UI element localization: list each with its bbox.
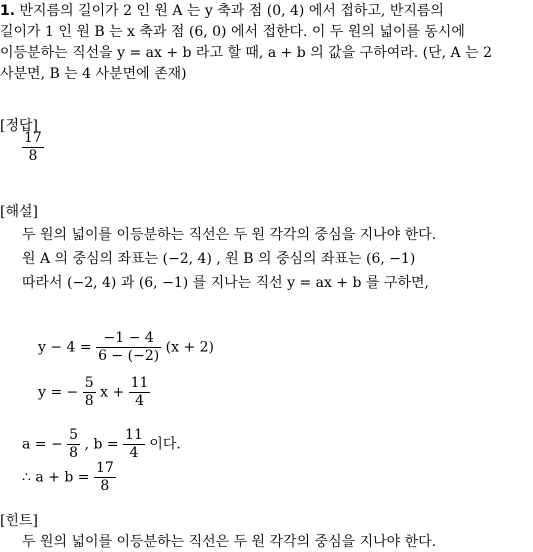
eq3-b: , b =	[84, 436, 119, 453]
problem-line-1	[0, 1, 444, 21]
solution-line-3: 따라서 (−2, 4) 과 (6, −1) 를 지나는 직선 y = ax + b 를 구하면,	[22, 275, 429, 291]
answer-heading: [정답]	[0, 118, 38, 134]
eq3-fraction-1-denominator: 8	[69, 445, 79, 461]
hint-line-1: 두 원의 넓이를 이등분하는 직선은 두 원 각각의 중심을 지나야 한다.	[22, 534, 437, 550]
eq1-lhs: y − 4 =	[38, 339, 92, 356]
eq2-fraction-2-denominator: 4	[135, 393, 145, 409]
answer-fraction	[22, 130, 44, 165]
eq1-tail: (x + 2)	[165, 339, 215, 356]
answer-numerator: 17	[24, 130, 42, 146]
equation-4	[22, 460, 116, 495]
answer-denominator: 8	[28, 148, 38, 164]
equation-2	[38, 375, 150, 410]
eq1-numerator: −1 − 4	[96, 330, 161, 348]
eq4-denominator: 8	[100, 478, 110, 494]
eq4-numerator: 17	[95, 460, 114, 476]
eq3-fraction-1-numerator: 5	[69, 427, 79, 443]
eq1-denominator: 6 − (−2)	[98, 348, 160, 364]
problem-line-3: 이등분하는 직선을 y = ax + b 라고 할 때, a + b 의 값을 구하여라. (단, A 는 2	[0, 45, 492, 61]
problem-text-1: 반지름의 길이가 2 인 원 A 는 y 축과 점 (0, 4) 에서 접하고, 반지름의	[19, 3, 444, 19]
problem-line-4: 사분면, B 는 4 사분면에 존재)	[0, 66, 187, 82]
equation-1	[38, 330, 214, 365]
eq3-fraction-2-denominator: 4	[129, 445, 139, 461]
eq2-fraction-1-numerator: 5	[84, 375, 94, 391]
eq4-lhs: ∴ a + b =	[22, 469, 90, 486]
equation-3	[22, 427, 181, 462]
eq3-tail: 이다.	[149, 436, 181, 453]
solution-line-1: 두 원의 넓이를 이등분하는 직선은 두 원 각각의 중심을 지나야 한다.	[22, 227, 437, 243]
problem-number: 1.	[0, 3, 16, 19]
eq3-a: a = −	[22, 436, 63, 453]
solution-heading: [해설]	[0, 204, 38, 220]
eq2-fraction-1-denominator: 8	[84, 393, 94, 409]
eq2-mid: x +	[100, 384, 125, 401]
hint-heading: [힌트]	[0, 513, 38, 529]
eq3-fraction-2-numerator: 11	[125, 427, 143, 443]
solution-line-2: 원 A 의 중심의 좌표는 (−2, 4) , 원 B 의 중심의 좌표는 (6, −1)	[22, 251, 416, 267]
eq2-lhs: y = −	[38, 384, 79, 401]
eq2-fraction-2-numerator: 11	[130, 375, 149, 391]
problem-line-2: 길이가 1 인 원 B 는 x 축과 점 (6, 0) 에서 접한다. 이 두 원의 넓이를 동시에	[0, 24, 465, 40]
